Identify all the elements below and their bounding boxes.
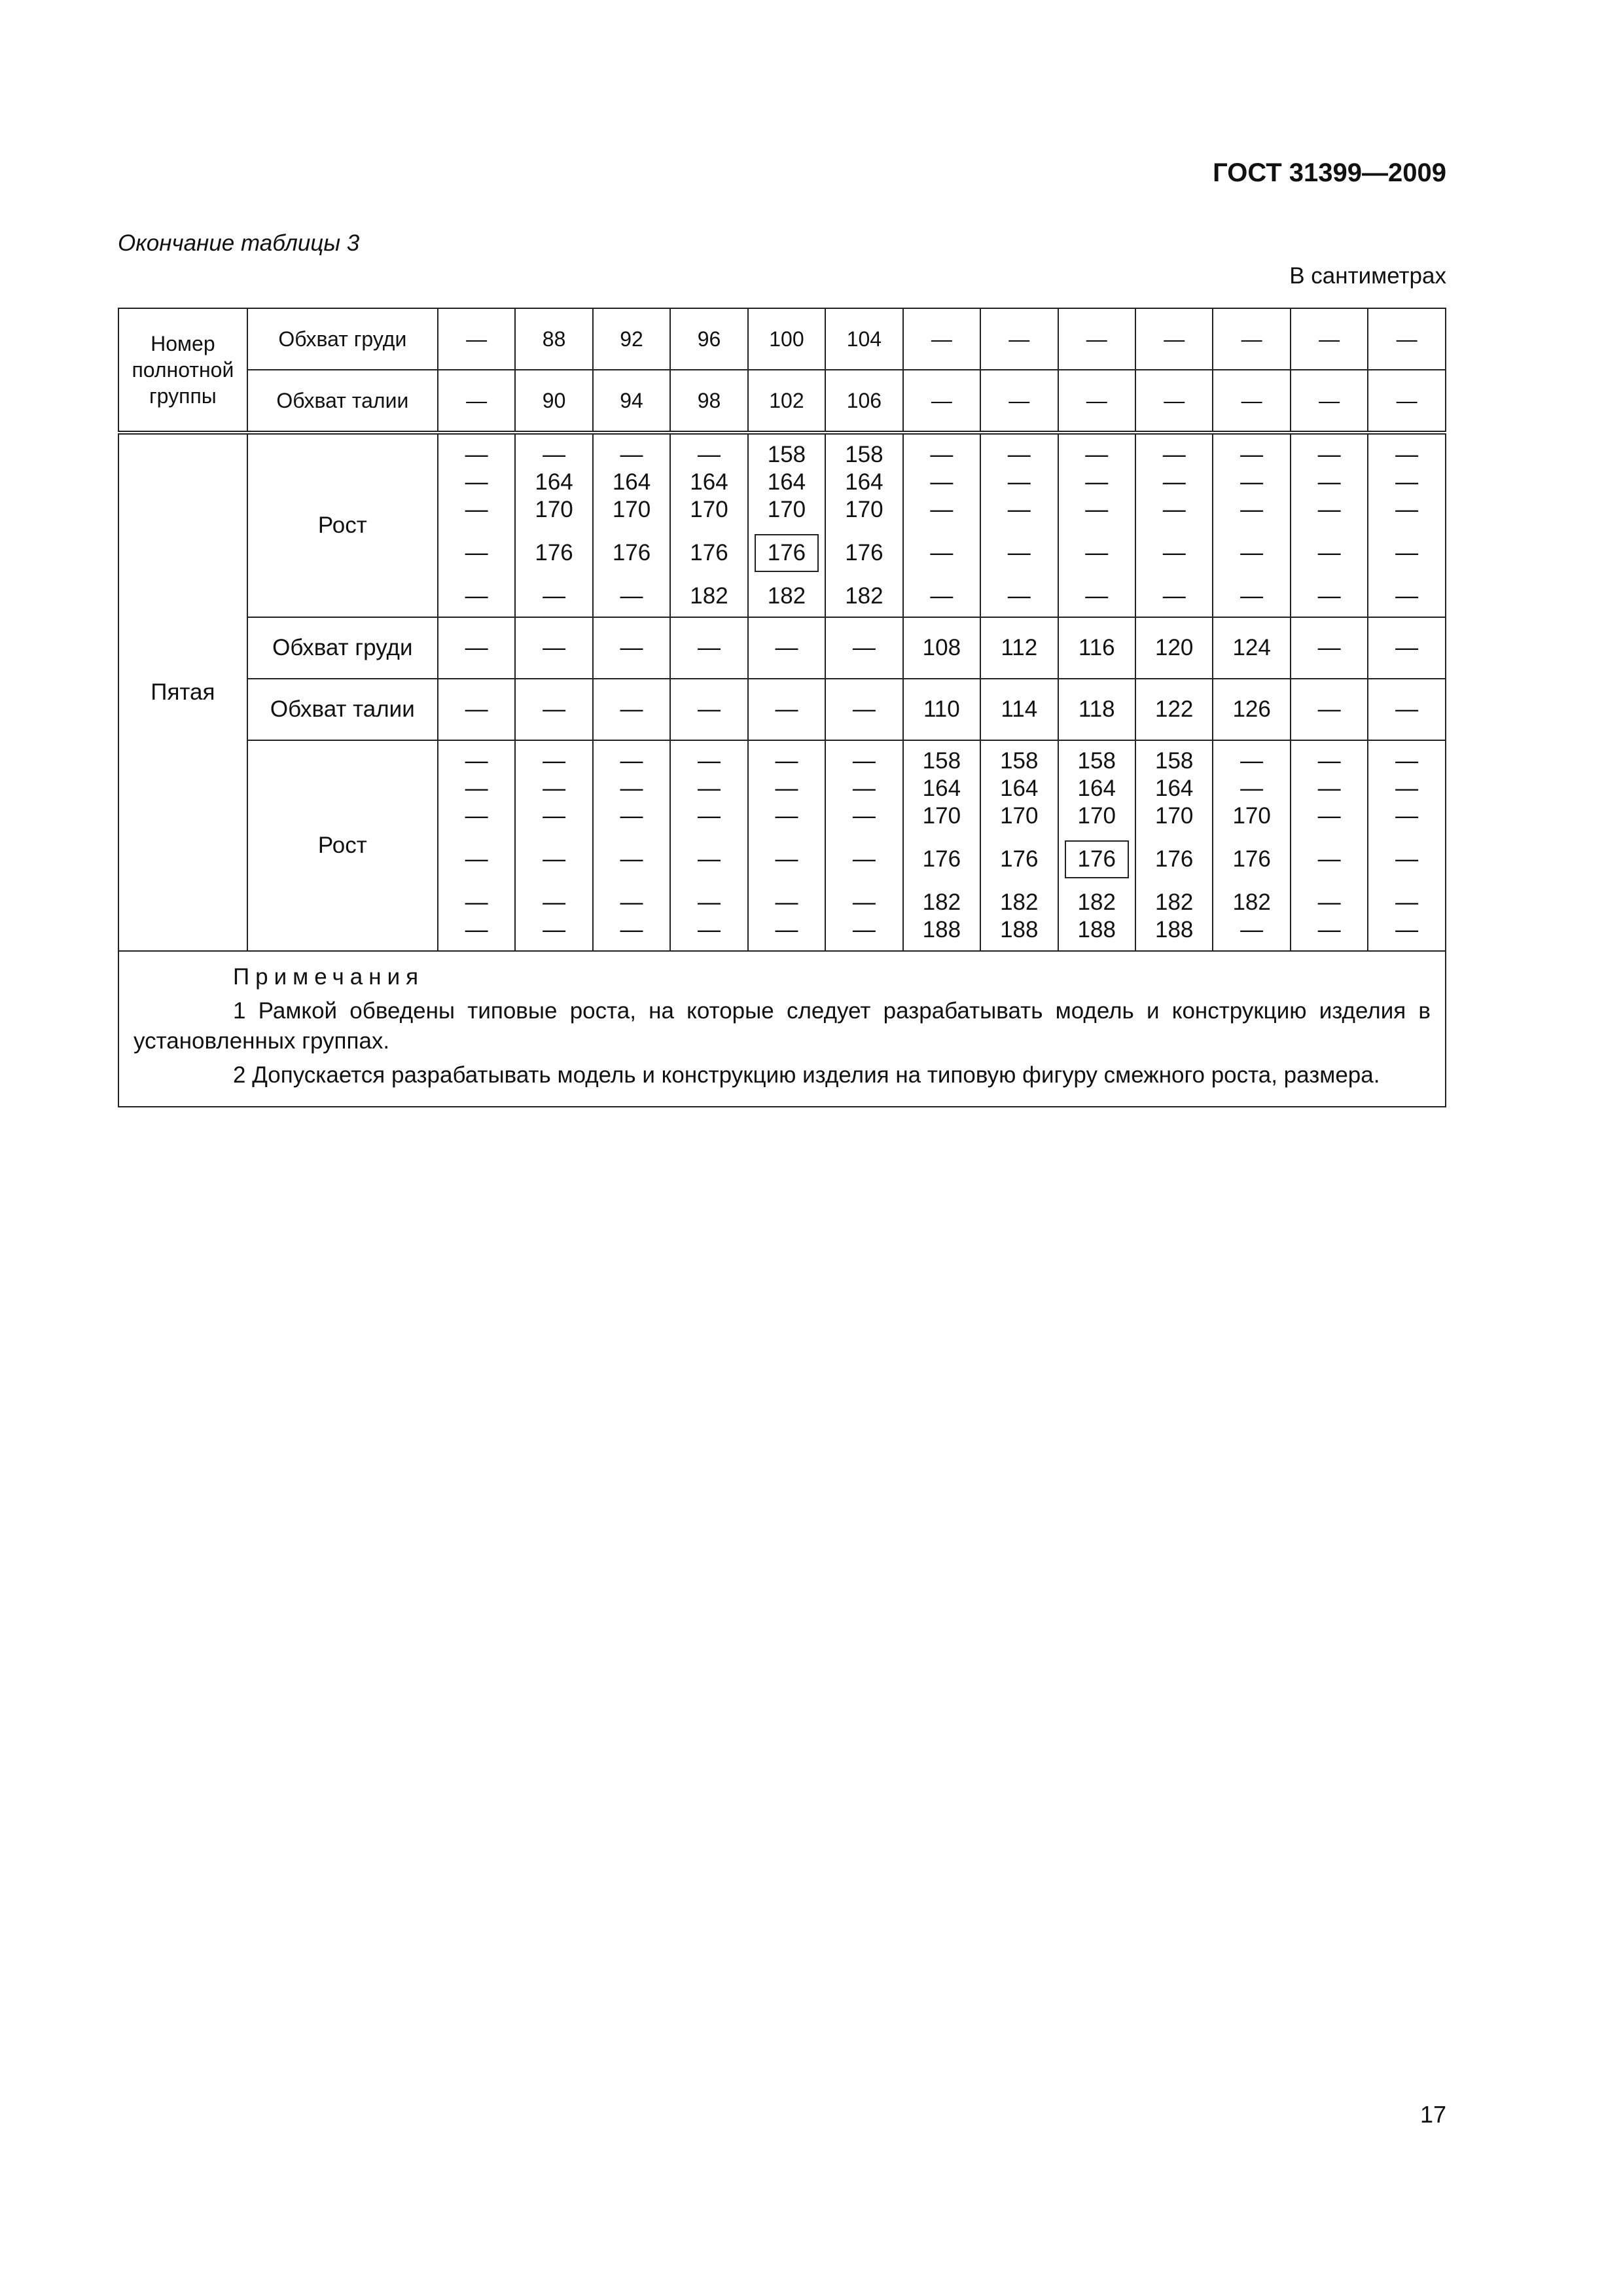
height-column-cell — [825, 740, 902, 951]
height-value: — — [697, 748, 721, 774]
height-value: — — [697, 889, 721, 915]
height-value-stack — [1213, 441, 1289, 610]
height-value: — — [465, 917, 488, 942]
height-value: 170 — [690, 497, 728, 522]
height-value: — — [697, 442, 721, 467]
height-value: — — [543, 748, 566, 774]
height-value: 182 — [1077, 889, 1116, 915]
height-value: — — [852, 889, 876, 915]
head-waist-value-cell: 90 — [515, 370, 592, 433]
height-value: 182 — [1232, 889, 1271, 915]
height-value: — — [852, 803, 876, 829]
head-chest-value-cell: — — [1213, 308, 1290, 370]
notes-block — [118, 952, 1446, 1107]
section2-waist-value-cell: — — [825, 679, 902, 740]
height-column-cell — [1213, 740, 1290, 951]
height-value: — — [930, 497, 954, 522]
height-value: — — [930, 469, 954, 495]
head-waist-value-cell: 94 — [593, 370, 670, 433]
height-value: 176 — [690, 540, 728, 565]
height-column-cell — [903, 433, 980, 617]
height-value: — — [1395, 846, 1419, 872]
head-chest-value-cell: 100 — [748, 308, 825, 370]
typical-height-frame — [755, 539, 819, 567]
height-value-stack — [1368, 747, 1445, 944]
height-value: — — [775, 776, 798, 801]
height-value-stack — [749, 747, 825, 944]
height-value: 176 — [1232, 846, 1271, 872]
section2-waist-row — [118, 679, 1446, 740]
height-value: — — [620, 583, 643, 609]
standard-code: ГОСТ 31399—2009 — [1213, 158, 1446, 187]
height-value-stack — [671, 441, 747, 610]
height-value: — — [775, 803, 798, 829]
section2-waist-value-cell: — — [748, 679, 825, 740]
height-value: — — [1395, 748, 1419, 774]
height-value: — — [1085, 583, 1109, 609]
head-waist-row — [118, 370, 1446, 433]
head-waist-value-cell: 102 — [748, 370, 825, 433]
head-chest-value-cell: 104 — [825, 308, 902, 370]
typical-height-frame — [1065, 846, 1129, 873]
head-chest-value-cell: — — [1058, 308, 1135, 370]
height-column-cell — [438, 433, 515, 617]
height-value: 182 — [690, 583, 728, 609]
head-chest-label: Обхват груди — [247, 308, 438, 370]
height-column-cell — [748, 740, 825, 951]
height-value: — — [543, 889, 566, 915]
head-chest-value-cell: 92 — [593, 308, 670, 370]
head-chest-value-cell: — — [1135, 308, 1213, 370]
height-value: — — [1395, 469, 1419, 495]
head-chest-value-cell: — — [1291, 308, 1368, 370]
height-value: — — [465, 776, 488, 801]
group-name: Пятая — [118, 433, 247, 951]
height-column-cell — [1058, 740, 1135, 951]
height-value: — — [1085, 469, 1109, 495]
height-value: — — [1007, 469, 1031, 495]
height-value: — — [930, 540, 954, 565]
height-value: 170 — [612, 497, 651, 522]
section2-chest-value-cell: 120 — [1135, 617, 1213, 679]
height-value: — — [1007, 540, 1031, 565]
section2-waist-value-cell: — — [1291, 679, 1368, 740]
height-value: 182 — [1155, 889, 1194, 915]
height-value: 170 — [1232, 803, 1271, 829]
height-value-stack — [438, 747, 514, 944]
height-value: — — [543, 803, 566, 829]
head-waist-value-cell: — — [1135, 370, 1213, 433]
height-value: 176 — [845, 540, 883, 565]
section2-waist-label: Обхват талии — [247, 679, 438, 740]
height-value: — — [1162, 583, 1186, 609]
height-value: — — [465, 583, 488, 609]
typical-height-value: 176 — [755, 534, 819, 572]
height-value: — — [1240, 583, 1264, 609]
height-value: — — [620, 776, 643, 801]
height-value: — — [620, 803, 643, 829]
height-value: — — [543, 917, 566, 942]
section2-waist-value-cell: — — [438, 679, 515, 740]
height-value-stack — [1059, 747, 1135, 944]
height-value: — — [1162, 497, 1186, 522]
height-value: 170 — [922, 803, 961, 829]
height-value: 176 — [1000, 846, 1039, 872]
size-table — [118, 308, 1446, 952]
height-value: — — [697, 846, 721, 872]
section2-chest-value-cell: — — [438, 617, 515, 679]
height-value: — — [1317, 497, 1341, 522]
head-chest-value-cell: — — [903, 308, 980, 370]
height-value: — — [543, 776, 566, 801]
height-value: — — [1085, 497, 1109, 522]
height-value: — — [930, 583, 954, 609]
height-value: 170 — [845, 497, 883, 522]
height-value: — — [1317, 442, 1341, 467]
height-value: — — [465, 846, 488, 872]
height-column-cell — [515, 433, 592, 617]
height-value: — — [852, 917, 876, 942]
height-value: 164 — [845, 469, 883, 495]
height-value: 158 — [1155, 748, 1194, 774]
height-value: 188 — [1000, 917, 1039, 942]
section2-chest-value-cell: — — [515, 617, 592, 679]
height-value: — — [697, 776, 721, 801]
head-chest-value-cell: 96 — [670, 308, 747, 370]
height-value: — — [1317, 917, 1341, 942]
height-value: — — [775, 917, 798, 942]
height-value: — — [1240, 540, 1264, 565]
head-chest-value-cell: 88 — [515, 308, 592, 370]
height-value: 182 — [1000, 889, 1039, 915]
height-value: — — [775, 748, 798, 774]
height-value: — — [775, 889, 798, 915]
height-value: — — [852, 748, 876, 774]
height-value-stack — [981, 747, 1057, 944]
height-value-stack — [1136, 441, 1212, 610]
height-value-stack — [1136, 747, 1212, 944]
section2-waist-value-cell: — — [593, 679, 670, 740]
height-column-cell — [825, 433, 902, 617]
height-value: — — [1317, 846, 1341, 872]
height-value: — — [1240, 917, 1264, 942]
note-1: 1 Рамкой обведены типовые роста, на которые следует разрабатывать модель и конструкцию изделия в установленных группах. — [134, 998, 1431, 1054]
height-column-cell — [1291, 740, 1368, 951]
height-value-stack — [594, 747, 669, 944]
height-value: 164 — [1000, 776, 1039, 801]
height-value: 164 — [690, 469, 728, 495]
height-value: — — [1240, 748, 1264, 774]
section2-chest-value-cell: — — [825, 617, 902, 679]
section2-waist-value-cell: 122 — [1135, 679, 1213, 740]
height-value: — — [1317, 748, 1341, 774]
height-value: — — [697, 803, 721, 829]
height-value: 182 — [767, 583, 806, 609]
height-value: 188 — [922, 917, 961, 942]
height-value: — — [1240, 469, 1264, 495]
height-value: — — [852, 846, 876, 872]
height-column-cell — [515, 740, 592, 951]
height-value-stack — [1213, 747, 1289, 944]
height-value: 164 — [767, 469, 806, 495]
height-column-cell — [1058, 433, 1135, 617]
height-column-cell — [903, 740, 980, 951]
height-column-cell — [1135, 740, 1213, 951]
height-column-cell — [593, 433, 670, 617]
height-value: 158 — [767, 442, 806, 467]
section2-waist-value-cell: — — [515, 679, 592, 740]
height-value: — — [1007, 442, 1031, 467]
section2-waist-value-cell: 110 — [903, 679, 980, 740]
group-number-header: Номер полнотной группы — [118, 308, 247, 433]
section2-chest-value-cell: 124 — [1213, 617, 1290, 679]
section2-chest-value-cell: — — [670, 617, 747, 679]
height-column-cell — [748, 433, 825, 617]
head-chest-value-cell: — — [1368, 308, 1446, 370]
height-value: 170 — [1155, 803, 1194, 829]
height-value: 164 — [1077, 776, 1116, 801]
height-value-stack — [594, 441, 669, 610]
height-value: — — [1395, 540, 1419, 565]
height-value: — — [1317, 776, 1341, 801]
height-value: — — [1395, 442, 1419, 467]
height-value: — — [465, 497, 488, 522]
height-value: — — [465, 469, 488, 495]
height-value: — — [620, 442, 643, 467]
height-value: — — [930, 442, 954, 467]
head-waist-value-cell: — — [1368, 370, 1446, 433]
height-value: 176 — [535, 540, 573, 565]
head-waist-value-cell: — — [1058, 370, 1135, 433]
height-value: 170 — [1077, 803, 1116, 829]
height-value-stack — [904, 441, 980, 610]
height-value: 182 — [922, 889, 961, 915]
height-value: — — [620, 748, 643, 774]
height-value: — — [1395, 776, 1419, 801]
section2-chest-row — [118, 617, 1446, 679]
head-waist-value-cell: 106 — [825, 370, 902, 433]
height-value-stack — [516, 747, 592, 944]
head-waist-value-cell: — — [438, 370, 515, 433]
table-caption: Окончание таблицы 3 — [118, 230, 360, 256]
height-value: — — [465, 442, 488, 467]
height-value: 176 — [922, 846, 961, 872]
head-waist-value-cell: — — [980, 370, 1058, 433]
height-value: — — [543, 846, 566, 872]
height-value: — — [543, 442, 566, 467]
height-value: — — [1395, 497, 1419, 522]
height-value: — — [1085, 442, 1109, 467]
height-column-cell — [1135, 433, 1213, 617]
height-value: 158 — [1077, 748, 1116, 774]
height-value: — — [1395, 889, 1419, 915]
height-value: 158 — [1000, 748, 1039, 774]
section2-chest-value-cell: — — [748, 617, 825, 679]
section2-chest-value-cell: — — [1368, 617, 1446, 679]
section2-chest-label: Обхват груди — [247, 617, 438, 679]
height-column-cell — [1368, 433, 1446, 617]
section2-chest-value-cell: 108 — [903, 617, 980, 679]
height-value: 158 — [922, 748, 961, 774]
height-column-cell — [593, 740, 670, 951]
height-value-stack — [1368, 441, 1445, 610]
section1-height-label: Рост — [247, 433, 438, 617]
height-column-cell — [980, 433, 1058, 617]
height-value: 164 — [535, 469, 573, 495]
height-value: — — [1007, 583, 1031, 609]
height-value: 188 — [1077, 917, 1116, 942]
size-table-container — [118, 308, 1446, 1107]
height-value: — — [620, 917, 643, 942]
height-value: 170 — [535, 497, 573, 522]
height-value: — — [1240, 442, 1264, 467]
height-value-stack — [826, 747, 902, 944]
section2-height-label: Рост — [247, 740, 438, 951]
head-chest-value-cell: — — [438, 308, 515, 370]
height-value-stack — [1059, 441, 1135, 610]
height-value: 176 — [612, 540, 651, 565]
height-value: — — [697, 917, 721, 942]
height-column-cell — [1213, 433, 1290, 617]
height-value: — — [620, 846, 643, 872]
height-value: 170 — [1000, 803, 1039, 829]
height-value-stack — [904, 747, 980, 944]
section2-waist-value-cell: — — [1368, 679, 1446, 740]
height-value: — — [852, 776, 876, 801]
height-value: — — [620, 889, 643, 915]
height-value: — — [1395, 583, 1419, 609]
height-value: — — [775, 846, 798, 872]
height-value: 164 — [612, 469, 651, 495]
page-number: 17 — [1419, 2101, 1446, 2128]
height-value-stack — [1291, 441, 1367, 610]
note-2: 2 Допускается разрабатывать модель и конструкцию изделия на типовую фигуру смежного роста, размера. — [233, 1062, 1380, 1088]
height-value: 164 — [922, 776, 961, 801]
height-value: 164 — [1155, 776, 1194, 801]
head-waist-label: Обхват талии — [247, 370, 438, 433]
section1-height-row — [118, 433, 1446, 617]
units-label: В сантиметрах — [1289, 263, 1446, 289]
height-value-stack — [826, 441, 902, 610]
height-value: — — [1395, 917, 1419, 942]
height-column-cell — [980, 740, 1058, 951]
height-value-stack — [981, 441, 1057, 610]
section2-chest-value-cell: 116 — [1058, 617, 1135, 679]
height-value: — — [1162, 540, 1186, 565]
height-value-stack — [516, 441, 592, 610]
head-chest-value-cell: — — [980, 308, 1058, 370]
height-value-stack — [671, 747, 747, 944]
section2-chest-value-cell: — — [1291, 617, 1368, 679]
notes-heading: Примечания — [233, 964, 425, 990]
head-chest-row — [118, 308, 1446, 370]
height-column-cell — [438, 740, 515, 951]
typical-height-value: 176 — [1065, 840, 1129, 878]
height-value: — — [1317, 889, 1341, 915]
height-value: — — [1085, 540, 1109, 565]
height-value-stack — [1291, 747, 1367, 944]
head-waist-value-cell: 98 — [670, 370, 747, 433]
section2-chest-value-cell: 112 — [980, 617, 1058, 679]
section2-waist-value-cell: 114 — [980, 679, 1058, 740]
height-value: 182 — [845, 583, 883, 609]
height-value: — — [1317, 540, 1341, 565]
section2-waist-value-cell: — — [670, 679, 747, 740]
section2-chest-value-cell: — — [593, 617, 670, 679]
height-value: — — [465, 803, 488, 829]
section2-waist-value-cell: 118 — [1058, 679, 1135, 740]
height-value: 158 — [845, 442, 883, 467]
height-value: — — [1240, 497, 1264, 522]
height-value: — — [1317, 583, 1341, 609]
height-value: 176 — [1155, 846, 1194, 872]
height-value: — — [1317, 803, 1341, 829]
height-value: — — [1240, 776, 1264, 801]
height-value: 188 — [1155, 917, 1194, 942]
head-waist-value-cell: — — [1213, 370, 1290, 433]
height-value: — — [465, 748, 488, 774]
height-value: — — [1162, 442, 1186, 467]
height-value-stack — [749, 441, 825, 610]
height-value: — — [1162, 469, 1186, 495]
height-column-cell — [670, 740, 747, 951]
height-value: — — [543, 583, 566, 609]
head-waist-value-cell: — — [1291, 370, 1368, 433]
height-value: — — [465, 540, 488, 565]
height-value: — — [1007, 497, 1031, 522]
height-column-cell — [1291, 433, 1368, 617]
height-value: 170 — [767, 497, 806, 522]
head-waist-value-cell: — — [903, 370, 980, 433]
height-value: — — [465, 889, 488, 915]
height-value: — — [1317, 469, 1341, 495]
height-value: — — [1395, 803, 1419, 829]
height-column-cell — [670, 433, 747, 617]
height-column-cell — [1368, 740, 1446, 951]
section2-height-row — [118, 740, 1446, 951]
height-value-stack — [438, 441, 514, 610]
section2-waist-value-cell: 126 — [1213, 679, 1290, 740]
